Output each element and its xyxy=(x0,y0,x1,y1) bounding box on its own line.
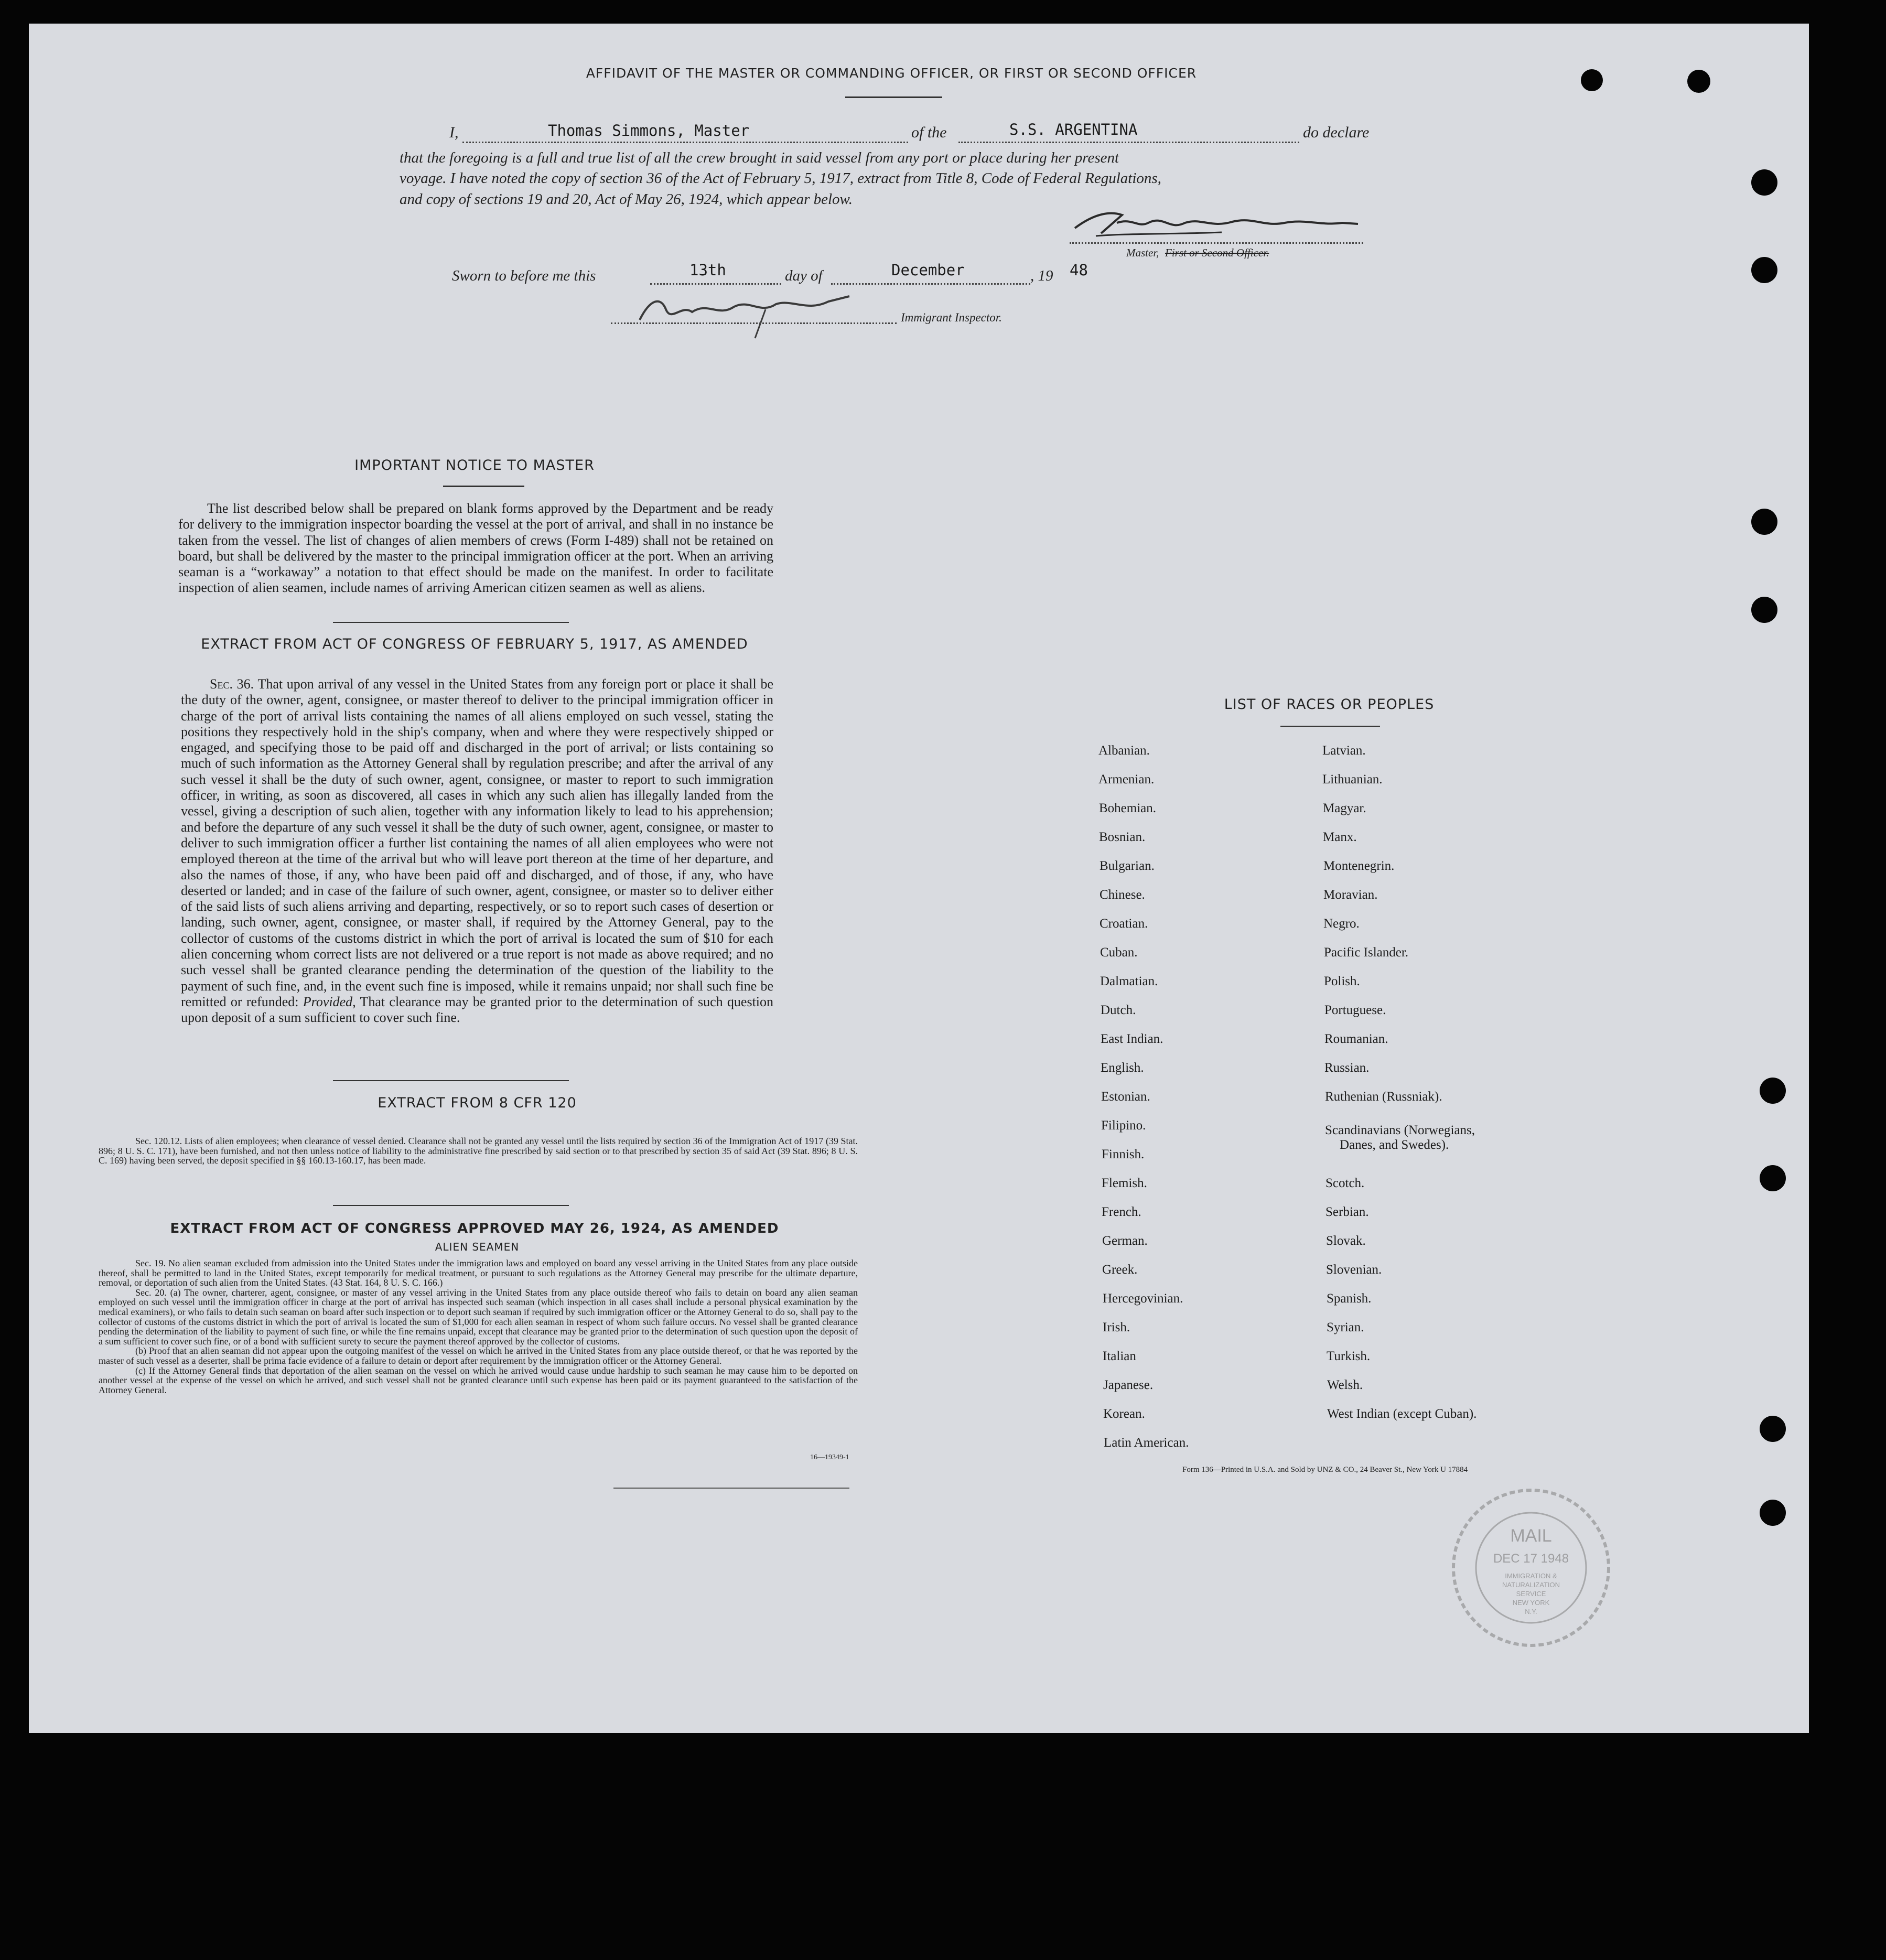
stamp-line1: IMMIGRATION & xyxy=(1505,1572,1557,1580)
race-item: Bulgarian. xyxy=(1100,859,1155,873)
officer-caption-struck: First or Second Officer. xyxy=(1165,246,1269,259)
race-item: English. xyxy=(1101,1061,1144,1075)
race-item: Albanian. xyxy=(1098,744,1150,758)
notice-text: The list described below shall be prepared on blank forms approved by the Department and be ready for delivery to the immigration inspector boarding the vessel at the port of arrival, and shall in no instance be taken from the vessel. The list of changes of alien members of crews (Form I-489) shall not be retained on board, but shall be delivered by the master to the principal immigration officer at the port. When an arriving seaman is a “workaway” a notation to that effect should be made on the manifest. In order to facilitate inspection of alien seamen, include names of arriving American citizen seamen as well as aliens. xyxy=(178,501,773,596)
race-item: Pacific Islander. xyxy=(1324,945,1409,960)
race-item: Welsh. xyxy=(1327,1378,1363,1392)
race-item: German. xyxy=(1102,1234,1148,1248)
stamp-line4: NEW YORK xyxy=(1512,1599,1550,1607)
declarant-name: Thomas Simmons, Master xyxy=(548,122,750,139)
sworn-month: December xyxy=(891,261,965,279)
master-caption: Master, xyxy=(1126,246,1159,259)
printer-footer: Form 136—Printed in U.S.A. and Sold by UNZ & CO., 24 Beaver St., New York U 17884 xyxy=(1182,1466,1468,1474)
alien-seamen-subheading: ALIEN SEAMEN xyxy=(435,1241,520,1253)
race-item: Dalmatian. xyxy=(1100,974,1158,988)
race-item: Croatian. xyxy=(1100,917,1148,931)
race-item: Scandinavians (Norwegians, xyxy=(1325,1123,1475,1137)
stamp-line3: SERVICE xyxy=(1516,1590,1546,1598)
form-code: 16—19349-1 xyxy=(810,1453,849,1461)
race-item: Bosnian. xyxy=(1099,830,1146,844)
sec-20b-text: (b) Proof that an alien seaman did not appear upon the outgoing manifest of the vessel on which he arrived in the United States from any place outside thereof, or that he was reported by the master of such vessel as a deserter, shall be prima facie evidence of a failure to detain or deport after requirement by the immigration officer or the Attorney General. xyxy=(99,1345,858,1366)
affidavit-line-2: that the foregoing is a full and true list of all the crew brought in said vessel from any port or place during her present xyxy=(400,149,1119,166)
stamp-line5: N.Y. xyxy=(1525,1608,1537,1616)
vessel-name: S.S. ARGENTINA xyxy=(1009,121,1138,138)
sec-19-text: Sec. 19. No alien seaman excluded from admission into the United States under the immigration laws and employed on board any vessel arriving in the United States from any place outside thereof, shall be permitted to land in the United States, except temporarily for medical treatment, or pursuant to such regulations as the Attorney General may prescribe for the ultimate departure, removal, or deportation of such alien from the United States. (43 Stat. 164, 8 U. S. C. 166.) xyxy=(99,1258,858,1288)
race-item: French. xyxy=(1102,1205,1141,1219)
race-item: Russian. xyxy=(1324,1061,1370,1075)
race-item: Flemish. xyxy=(1102,1176,1147,1190)
race-item: Slovenian. xyxy=(1326,1263,1382,1277)
year-suffix: 48 xyxy=(1070,261,1088,279)
of-the-label: of the xyxy=(911,124,947,141)
inspector-line xyxy=(611,322,897,324)
extract-1924-body xyxy=(99,1258,858,1395)
sec-20c-text: (c) If the Attorney General finds that deportation of the alien seaman on the vessel on which he arrived would cause undue hardship to such seaman he may cause him to be deported on another vessel at the expense of the vessel on which he arrived, and such vessel shall not be granted clearance until such expense has been paid or its payment guaranteed to the satisfaction of the Attorney General. xyxy=(99,1365,858,1395)
race-item: Ruthenian (Russniak). xyxy=(1325,1090,1442,1104)
vessel-line xyxy=(958,142,1299,143)
race-item: Scotch. xyxy=(1325,1176,1365,1190)
punch-hole xyxy=(1751,597,1777,623)
extract-1917-text xyxy=(181,676,773,1026)
punch-hole xyxy=(1760,1078,1786,1104)
year-prefix: , 19 xyxy=(1030,267,1053,284)
race-item: Moravian. xyxy=(1323,888,1378,902)
affidavit-line-4: and copy of sections 19 and 20, Act of May 26, 1924, which appear below. xyxy=(400,191,853,208)
race-item: Estonian. xyxy=(1101,1090,1150,1104)
race-item: Filipino. xyxy=(1101,1118,1146,1133)
provided-text: That clearance may be granted prior to the determination of such question upon deposit of a sum sufficient to cover such fine. xyxy=(181,994,774,1026)
punch-hole xyxy=(1751,169,1777,196)
sec-36-text: That upon arrival of any vessel in the United States from any foreign port or place it shall be the duty of the owner, agent, consignee, or master thereof to deliver to the principal immigration officer in charge of the port of arrival lists containing the names of all aliens employed on such vessel, stating the positions they respectively hold in the ship's company, when and where they were respectively shipped or engaged, and specifying those to be paid off and discharged in the port of arrival; or lists containing so much of such information as the Attorney General shall by regulation prescribe; and after the arrival of any such vessel it shall be the duty of such owner, agent, consignee, or master to report to such immigration officer, in writing, as soon as discovered, all cases in which any such alien has illegally landed from the vessel, giving a description of such alien, together with any information likely to lead to his apprehension; and before the departure of any such vessel it shall be the duty of such owner, agent, consignee, or master to deliver to such immigration officer a further list containing the names of all alien employees who were not employed thereon at the time of the arrival but who will leave port thereon at the time of her departure, and also the names of those, if any, who have been paid off and discharged, and of those, if any, who have deserted or landed; and in case of the failure of such owner, agent, consignee, or master so to deliver either of the said lists of such aliens arriving and departing, respectively, or so to report such cases of desertion or landing, such owner, agent, consignee, or master shall, if required by the Attorney General, pay to the collector of customs of the customs district in which the port of arrival is located the sum of $10 for each alien concerning whom correct lists are not delivered or a true report is not made as above required; and no such vessel shall be granted clearance pending the determination of the question of the liability to the payment of such fine, and, in the event such fine is imposed, while it remains unpaid; nor shall such fine be remitted or refunded: xyxy=(181,676,773,1009)
sec-20a-text: Sec. 20. (a) The owner, charterer, agent, consignee, or master of any vessel arriving in the United States from any place outside thereof who fails to detain on board any alien seaman employed on such vessel until the immigration officer in charge at the port of arrival has inspected such seaman (which inspection in all cases shall include a personal physical examination by the medical examiners), or who fails to detain such seaman on board after such inspection or to deport such seaman if required by such immigration officer or the Attorney General to do so, shall pay to the collector of customs of the customs district in which the port of arrival is located the sum of $1,000 for each alien seaman in respect of whom such failure occurs. No vessel shall be granted clearance pending the determination of the liability to payment of such fine, or while the fine remains unpaid, except that clearance may be granted prior to the determination of such question upon the deposit of a sum sufficient to cover such fine, or of a bond with sufficient surety to secure the payment thereof approved by the collector of customs. xyxy=(99,1287,858,1347)
race-item: East Indian. xyxy=(1101,1032,1163,1046)
extract-cfr-rule xyxy=(333,1205,569,1206)
declarant-line xyxy=(462,142,908,143)
punch-hole xyxy=(1751,509,1777,535)
affidavit-title: AFFIDAVIT OF THE MASTER OR COMMANDING OFFICER, OR FIRST OR SECOND OFFICER xyxy=(586,66,1197,81)
race-item: Cuban. xyxy=(1100,945,1138,960)
notice-heading-rule xyxy=(443,486,524,487)
race-item: Slovak. xyxy=(1326,1234,1366,1248)
race-item: Roumanian. xyxy=(1324,1032,1388,1046)
race-item: Turkish. xyxy=(1327,1349,1371,1363)
punch-hole xyxy=(1760,1416,1786,1442)
extract-1917-heading: EXTRACT FROM ACT OF CONGRESS OF FEBRUARY 5, 1917, AS AMENDED xyxy=(201,636,748,652)
race-item: Syrian. xyxy=(1327,1320,1364,1334)
race-item: Dutch. xyxy=(1101,1003,1136,1017)
race-item: Chinese. xyxy=(1100,888,1145,902)
race-item: Danes, and Swedes). xyxy=(1340,1138,1449,1152)
bottom-rule xyxy=(613,1488,849,1489)
affidavit-line-3: voyage. I have noted the copy of section 36 of the Act of February 5, 1917, extract from Title 8, Code of Federal Regulations, xyxy=(400,170,1161,187)
race-item: Korean. xyxy=(1103,1407,1145,1421)
race-item: Italian xyxy=(1103,1349,1136,1363)
title-rule xyxy=(845,96,942,98)
stamp-top: MAIL xyxy=(1510,1526,1552,1546)
punch-hole xyxy=(1760,1500,1786,1526)
inspector-signature xyxy=(629,288,865,341)
race-item: Finnish. xyxy=(1102,1147,1145,1161)
punch-hole xyxy=(1751,257,1777,283)
race-item: Spanish. xyxy=(1327,1291,1372,1306)
extract-1924-heading: EXTRACT FROM ACT OF CONGRESS APPROVED MAY 26, 1924, AS AMENDED xyxy=(170,1221,779,1236)
race-item: Hercegovinian. xyxy=(1103,1291,1183,1306)
race-item: Bohemian. xyxy=(1099,801,1157,815)
day-of-label: day of xyxy=(785,267,823,284)
i-label: I, xyxy=(449,124,459,141)
sworn-day-line xyxy=(650,283,781,285)
race-item: Polish. xyxy=(1324,974,1360,988)
notice-heading: IMPORTANT NOTICE TO MASTER xyxy=(354,457,595,473)
inspector-caption: Immigrant Inspector. xyxy=(901,311,1002,324)
race-item: Negro. xyxy=(1323,917,1360,931)
do-declare-label: do declare xyxy=(1303,124,1370,141)
race-item: Portuguese. xyxy=(1324,1003,1386,1017)
race-item: Serbian. xyxy=(1325,1205,1369,1219)
extract-1917-rule xyxy=(333,1080,569,1081)
race-item: Armenian. xyxy=(1098,772,1155,787)
stamp-line2: NATURALIZATION xyxy=(1502,1581,1560,1589)
races-heading-rule xyxy=(1280,726,1380,727)
race-item: Lithuanian. xyxy=(1322,772,1383,787)
sworn-month-line xyxy=(831,283,1030,285)
race-item: Manx. xyxy=(1323,830,1357,844)
sworn-day: 13th xyxy=(689,261,726,279)
punch-hole xyxy=(1760,1165,1786,1191)
notice-rule xyxy=(333,622,569,623)
stamp-date: DEC 17 1948 xyxy=(1493,1552,1569,1566)
races-heading: LIST OF RACES OR PEOPLES xyxy=(1224,696,1435,713)
race-item: Latvian. xyxy=(1322,744,1366,758)
mail-received-stamp xyxy=(1447,1484,1615,1652)
extract-cfr-text: Sec. 120.12. Lists of alien employees; when clearance of vessel denied. Clearance shall not be granted any vessel until the lists required by section 36 of the Immigration Act of 1917 (39 Stat. 896; 8 U. S. C. 171), have been furnished, and not then unless notice of liability to the administrative fine prescribed by said section or to that prescribed by section 35 of said Act (39 Stat. 896; 8 U. S. C. 169) having been served, the deposit specified in §§ 160.13-160.17, has been made. xyxy=(99,1136,858,1166)
race-item: Japanese. xyxy=(1103,1378,1154,1392)
race-item: Greek. xyxy=(1102,1263,1138,1277)
race-item: Irish. xyxy=(1103,1320,1130,1334)
sec-36-label: Sec. 36. xyxy=(210,676,254,692)
race-item: West Indian (except Cuban). xyxy=(1327,1407,1477,1421)
race-item: Magyar. xyxy=(1323,801,1366,815)
provided-label: Provided, xyxy=(303,994,356,1009)
sworn-label: Sworn to before me this xyxy=(452,267,596,284)
master-signature-line xyxy=(1070,242,1363,244)
extract-cfr-heading: EXTRACT FROM 8 CFR 120 xyxy=(378,1095,577,1111)
race-item: Latin American. xyxy=(1104,1436,1189,1450)
race-item: Montenegrin. xyxy=(1323,859,1395,873)
